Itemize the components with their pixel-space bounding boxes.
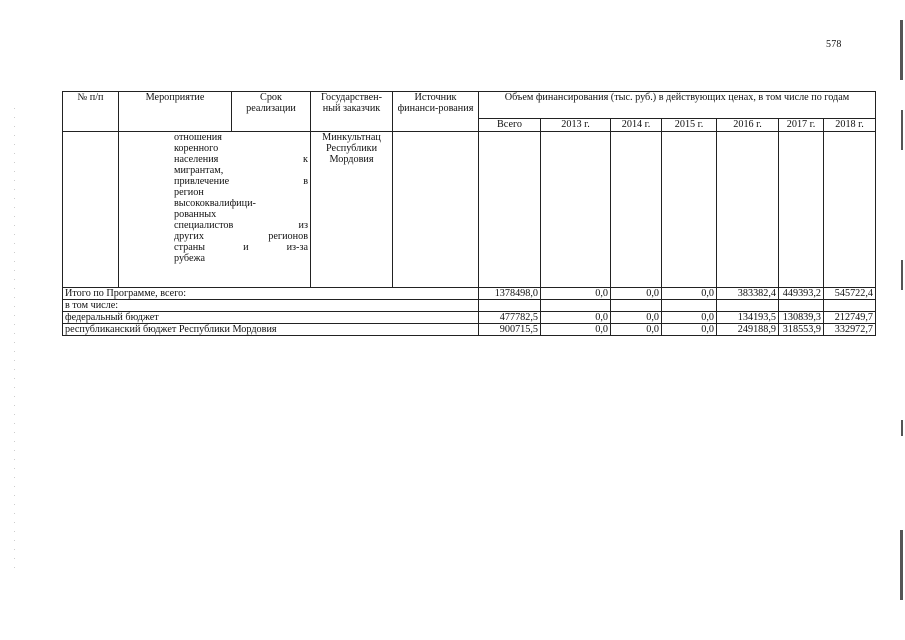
- header-funding: Объем финансирования (тыс. руб.) в действующих ценах, в том числе по годам: [479, 92, 876, 119]
- measure-line: рубежа: [174, 253, 206, 264]
- republic-value: 0,0: [662, 324, 717, 336]
- header-source: Источник финанси-рования: [393, 92, 479, 132]
- header-number: № п/п: [63, 92, 119, 132]
- year-header-2016: 2016 г.: [717, 119, 779, 132]
- total-value: 0,0: [662, 288, 717, 300]
- including-label: в том числе:: [63, 300, 479, 312]
- header-term: Срок реализации: [232, 92, 311, 132]
- republic-value: 318553,9: [779, 324, 824, 336]
- republic-budget-label: республиканский бюджет Республики Мордовия: [63, 324, 479, 336]
- including-value: [824, 300, 876, 312]
- year-header-2017: 2017 г.: [779, 119, 824, 132]
- republic-budget-row: [63, 324, 876, 336]
- republic-value: 332972,7: [824, 324, 876, 336]
- scan-edge-artifact: [900, 530, 903, 600]
- value-cell: [541, 132, 611, 288]
- including-value: [541, 300, 611, 312]
- total-value: 0,0: [611, 288, 662, 300]
- federal-value: 0,0: [662, 312, 717, 324]
- header-measure: Мероприятие: [119, 92, 232, 132]
- year-header-2014: 2014 г.: [611, 119, 662, 132]
- including-value: [611, 300, 662, 312]
- totals-label: Итого по Программе, всего:: [63, 288, 479, 300]
- value-cell: [717, 132, 779, 288]
- value-cell: [611, 132, 662, 288]
- measure-line: страны и из-за: [174, 242, 308, 253]
- scan-edge-artifact: [901, 260, 903, 290]
- measure-line: высококвалифици-: [174, 198, 256, 209]
- total-value: 545722,4: [824, 288, 876, 300]
- year-header-total: Всего: [479, 119, 541, 132]
- including-value: [779, 300, 824, 312]
- federal-value: 0,0: [541, 312, 611, 324]
- scan-edge-artifact: [901, 110, 903, 150]
- scan-edge-artifact: [900, 20, 903, 80]
- measure-line: отношения: [174, 132, 222, 143]
- value-cell: [779, 132, 824, 288]
- header-customer: Государствен-ный заказчик: [311, 92, 393, 132]
- federal-budget-row: [63, 312, 876, 324]
- republic-value: 900715,5: [479, 324, 541, 336]
- totals-row: [63, 288, 876, 300]
- value-cell: [824, 132, 876, 288]
- measure-line: других регионов: [174, 231, 308, 242]
- republic-value: 0,0: [611, 324, 662, 336]
- scan-edge-artifact: [14, 108, 15, 568]
- row-number-cell: [63, 132, 119, 288]
- total-value: 0,0: [541, 288, 611, 300]
- table-row: [63, 132, 876, 288]
- federal-value: 212749,7: [824, 312, 876, 324]
- total-value: 1378498,0: [479, 288, 541, 300]
- total-value: 383382,4: [717, 288, 779, 300]
- including-value: [662, 300, 717, 312]
- scan-edge-artifact: [901, 420, 903, 436]
- value-cell: [662, 132, 717, 288]
- republic-value: 249188,9: [717, 324, 779, 336]
- including-value: [479, 300, 541, 312]
- federal-value: 0,0: [611, 312, 662, 324]
- year-header-2013: 2013 г.: [541, 119, 611, 132]
- year-header-2015: 2015 г.: [662, 119, 717, 132]
- measure-line: мигрантам,: [174, 165, 224, 176]
- customer-cell: Минкультнац Республики Мордовия: [311, 132, 393, 288]
- value-cell: [479, 132, 541, 288]
- federal-value: 134193,5: [717, 312, 779, 324]
- republic-value: 0,0: [541, 324, 611, 336]
- year-header-2018: 2018 г.: [824, 119, 876, 132]
- measure-line: регион: [174, 187, 204, 198]
- measure-line: рованных: [174, 209, 217, 220]
- source-cell: [393, 132, 479, 288]
- measure-line: специалистов из: [174, 220, 308, 231]
- measure-description: [119, 132, 311, 288]
- total-value: 449393,2: [779, 288, 824, 300]
- federal-value: 130839,3: [779, 312, 824, 324]
- federal-value: 477782,5: [479, 312, 541, 324]
- measure-line: населения к: [174, 154, 308, 165]
- page-number: 578: [826, 39, 842, 50]
- including-value: [717, 300, 779, 312]
- measure-line: привлечение в: [174, 176, 308, 187]
- funding-table: [62, 91, 876, 336]
- measure-line: коренного: [174, 143, 219, 154]
- including-row: [63, 300, 876, 312]
- federal-budget-label: федеральный бюджет: [63, 312, 479, 324]
